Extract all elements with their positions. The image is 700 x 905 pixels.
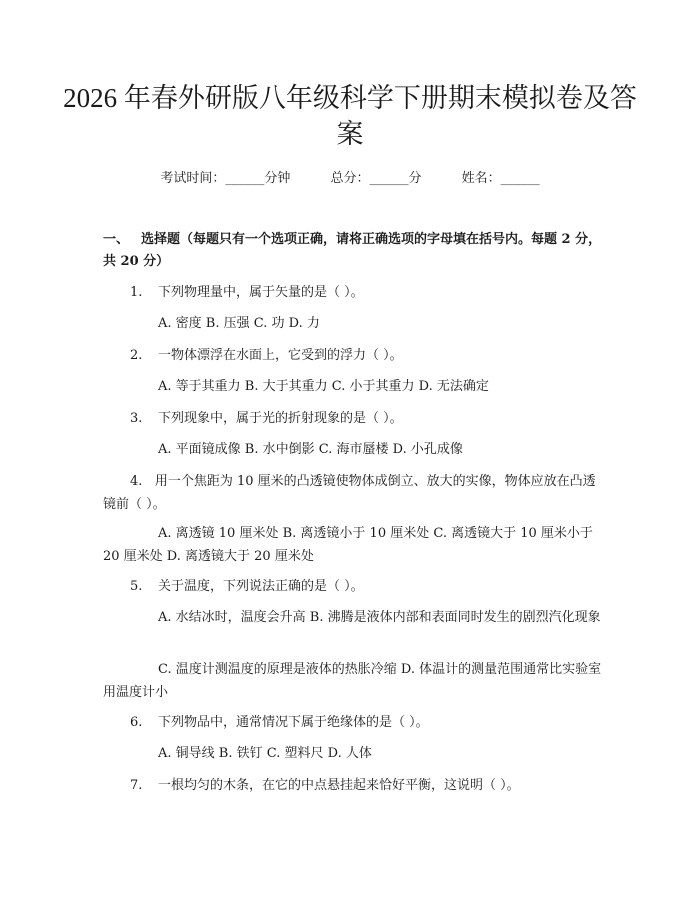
question-6 xyxy=(103,711,603,734)
section-instructions: 选择题（每题只有一个选项正确，请将正确选项的字母填在括号内。每题 2 分，共 20 分） xyxy=(103,232,602,269)
question-2 xyxy=(103,344,603,367)
question-6-options: A. 铜导线 B. 铁钉 C. 塑料尺 D. 人体 xyxy=(158,746,372,761)
question-number: 1. xyxy=(130,285,143,300)
section-number: 一、 xyxy=(103,232,130,247)
question-7 xyxy=(103,774,603,797)
question-text: 下列物理量中，属于矢量的是（ ）。 xyxy=(158,285,364,300)
total-score-field: 总分：______分 xyxy=(330,171,422,186)
question-5-options-cd: C. 温度计测温度的原理是液体的热胀冷缩 D. 体温计的测量范围通常比实验室用温度计小 xyxy=(103,662,602,700)
question-text: 一根均匀的木条，在它的中点悬挂起来恰好平衡，这说明（ ）。 xyxy=(158,778,520,793)
question-5 xyxy=(103,575,603,598)
question-text: 下列物品中，通常情况下属于绝缘体的是（ ）。 xyxy=(158,715,429,730)
question-3-options: A. 平面镜成像 B. 水中倒影 C. 海市蜃楼 D. 小孔成像 xyxy=(158,442,463,457)
question-number: 2. xyxy=(130,348,143,363)
question-number: 7. xyxy=(130,778,143,793)
question-number: 3. xyxy=(130,411,143,426)
question-text: 下列现象中，属于光的折射现象的是（ ）。 xyxy=(158,411,403,426)
exam-title: 2026 年春外研版八年级科学下册期末模拟卷及答案 xyxy=(63,83,637,149)
question-text: 关于温度，下列说法正确的是（ ）。 xyxy=(158,579,364,594)
section-heading xyxy=(103,229,603,273)
question-5-options-ab: A. 水结冰时，温度会升高 B. 沸腾是液体内部和表面同时发生的剧烈汽化现象 xyxy=(158,610,601,625)
exam-time-field: 考试时间：______分钟 xyxy=(160,171,291,186)
question-text: 一物体漂浮在水面上，它受到的浮力（ ）。 xyxy=(158,348,403,363)
question-text: 用一个焦距为 10 厘米的凸透镜使物体成倒立、放大的实像，物体应放在凸透镜前（ ）。 xyxy=(103,474,596,512)
question-1 xyxy=(103,281,603,304)
question-4-options: A. 离透镜 10 厘米处 B. 离透镜小于 10 厘米处 C. 离透镜大于 10 厘米小于 20 厘米处 D. 离透镜大于 20 厘米处 xyxy=(103,526,593,564)
question-1-options: A. 密度 B. 压强 C. 功 D. 力 xyxy=(158,316,320,331)
exam-info-line xyxy=(0,169,700,189)
question-3 xyxy=(103,407,603,430)
question-number: 6. xyxy=(130,715,143,730)
question-4 xyxy=(103,470,603,516)
question-2-options: A. 等于其重力 B. 大于其重力 C. 小于其重力 D. 无法确定 xyxy=(158,379,489,394)
question-number: 4. xyxy=(130,474,143,489)
student-name-field: 姓名：______ xyxy=(461,171,540,186)
question-number: 5. xyxy=(130,579,143,594)
